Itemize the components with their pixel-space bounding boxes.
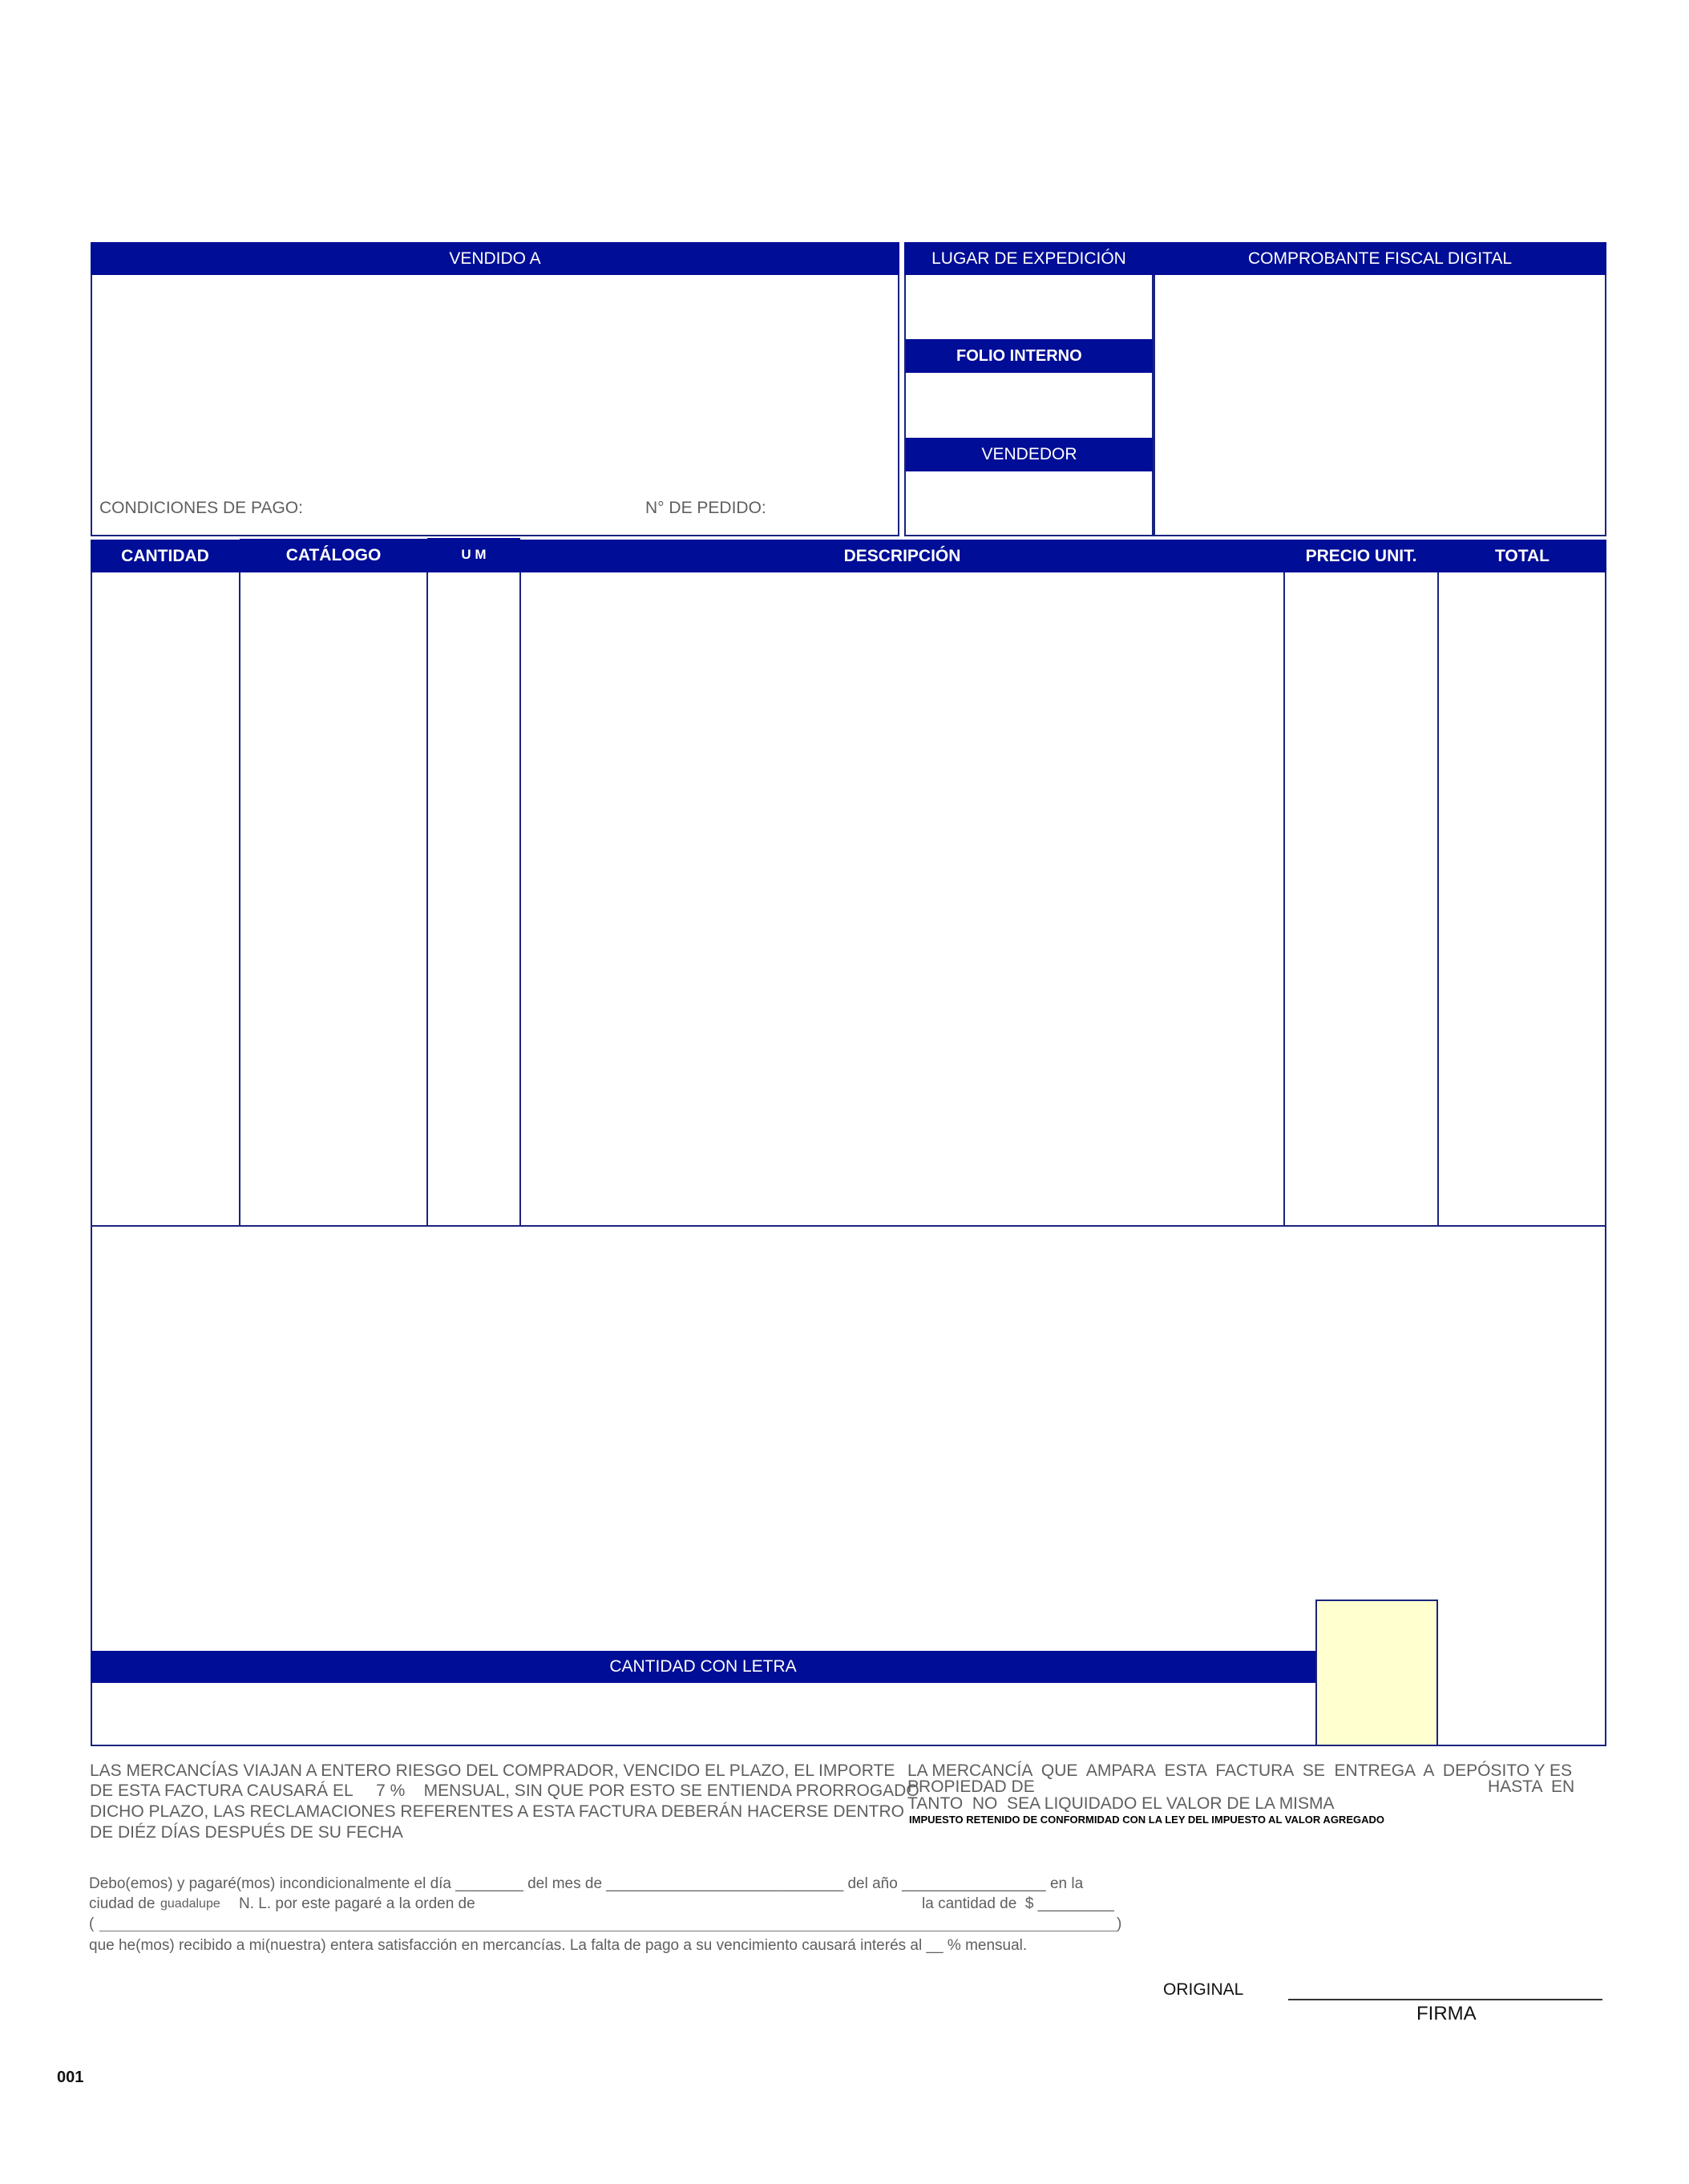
- folio-interno-header: FOLIO INTERNO: [906, 339, 1153, 373]
- divider-descripcion: [1283, 572, 1285, 1226]
- vendido-a-header: VENDIDO A: [91, 242, 899, 275]
- comprobante-header: COMPROBANTE FISCAL DIGITAL: [1154, 242, 1606, 275]
- vendedor-header: VENDEDOR: [906, 438, 1153, 471]
- pagare-city: guadalupe: [160, 1897, 220, 1911]
- comprobante-box: [1154, 242, 1606, 536]
- divider-catalogo: [426, 572, 428, 1226]
- col-cantidad: CANTIDAD: [91, 540, 240, 572]
- terms-right-line-2b: HASTA EN: [1488, 1778, 1575, 1796]
- col-catalogo: CATÁLOGO: [240, 539, 427, 572]
- lugar-expedicion-header: LUGAR DE EXPEDICIÓN: [904, 242, 1154, 275]
- items-table: [91, 540, 1606, 1746]
- pagare-line-4: que he(mos) recibido a mi(nuestra) entera satisfacción en mercancías. La falta de pago a su vencimiento causará interés al __ % mensual.: [89, 1937, 1028, 1954]
- retencion-note: IMPUESTO RETENIDO DE CONFORMIDAD CON LA LEY DEL IMPUESTO AL VALOR AGREGADO: [909, 1814, 1384, 1826]
- terms-right-line-1: LA MERCANCÍA QUE AMPARA ESTA FACTURA SE ENTREGA A DEPÓSITO Y ES: [907, 1761, 1572, 1780]
- col-precio-unit: PRECIO UNIT.: [1284, 540, 1438, 572]
- terms-left-line-1: LAS MERCANCÍAS VIAJAN A ENTERO RIESGO DEL COMPRADOR, VENCIDO EL PLAZO, EL IMPORTE: [90, 1761, 895, 1780]
- condiciones-pago-label: CONDICIONES DE PAGO:: [99, 499, 303, 517]
- terms-left-line-4: DE DIÉZ DÍAS DESPUÉS DE SU FECHA: [90, 1823, 403, 1842]
- pagare-paren-open: (: [89, 1915, 95, 1932]
- total-highlight-box: [1315, 1600, 1438, 1746]
- col-total: TOTAL: [1438, 540, 1606, 572]
- pagare-line-2-prefix: ciudad de: [89, 1895, 156, 1912]
- firma-label: FIRMA: [1416, 2003, 1477, 2024]
- terms-left-line-2: DE ESTA FACTURA CAUSARÁ EL 7 % MENSUAL, SIN QUE POR ESTO SE ENTIENDA PRORROGADO: [90, 1782, 919, 1800]
- pagare-amount-label: la cantidad de $ _________: [922, 1895, 1114, 1912]
- signature-line: [1288, 1999, 1602, 2000]
- divider-um: [519, 572, 521, 1226]
- terms-right-line-3: TANTO NO SEA LIQUIDADO EL VALOR DE LA MISMA: [907, 1794, 1335, 1813]
- pagare-line-1: Debo(emos) y pagaré(mos) incondicionalmente el día ________ del mes de ____________________________ del año _________________ en la: [89, 1875, 1084, 1892]
- terms-right-line-2a: PROPIEDAD DE: [907, 1778, 1035, 1796]
- pagare-line-2-suffix: N. L. por este pagaré a la orden de: [239, 1895, 475, 1912]
- terms-left-line-3: DICHO PLAZO, LAS RECLAMACIONES REFERENTES A ESTA FACTURA DEBERÁN HACERSE DENTRO: [90, 1802, 904, 1821]
- divider-precio: [1437, 572, 1439, 1226]
- lugar-expedicion-box: [904, 242, 1154, 536]
- original-label: ORIGINAL: [1163, 1980, 1244, 1999]
- col-descripcion: DESCRIPCIÓN: [520, 540, 1284, 572]
- divider-cantidad: [239, 572, 240, 1226]
- folio-number: 001: [57, 2069, 84, 2086]
- items-bottom-rule: [91, 1225, 1606, 1227]
- cantidad-con-letra-header: CANTIDAD CON LETRA: [91, 1651, 1315, 1683]
- no-pedido-label: N° DE PEDIDO:: [645, 499, 766, 517]
- pagare-paren-close: ): [1117, 1915, 1122, 1932]
- col-um: U M: [427, 538, 520, 571]
- vendido-a-box: [91, 242, 899, 536]
